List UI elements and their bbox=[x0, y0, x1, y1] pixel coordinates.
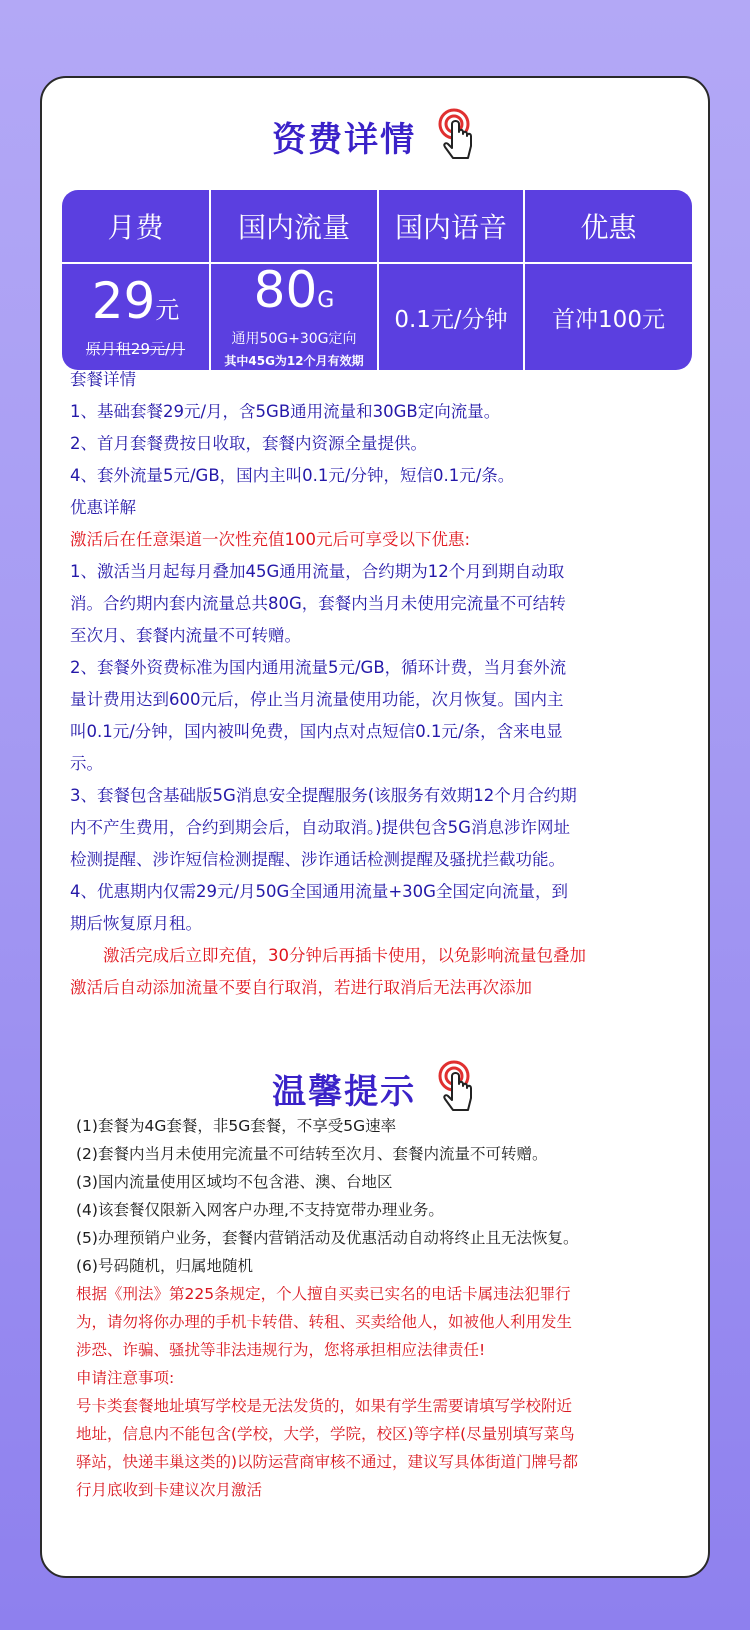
tip-line: (6)号码随机，归属地随机 bbox=[76, 1257, 253, 1275]
pricing-table-values bbox=[62, 261, 692, 370]
section-title-details bbox=[42, 108, 708, 164]
data-validity-note: 其中45G为12个月有效期 bbox=[224, 354, 364, 368]
detail-line: 期后恢复原月租。 bbox=[70, 914, 202, 933]
pricing-table bbox=[62, 190, 692, 370]
tip-line: 根据《刑法》第225条规定，个人擅自买卖已实名的电话卡属违法犯罪行 bbox=[76, 1285, 571, 1303]
tip-line: 地址，信息内不能包含(学校，大学，学院，校区)等字样(尽量别填写菜鸟 bbox=[76, 1425, 575, 1443]
pricing-table-header bbox=[62, 190, 692, 262]
tip-line: 申请注意事项: bbox=[76, 1369, 175, 1387]
detail-line: 套餐详情 bbox=[70, 370, 136, 389]
tips-text bbox=[76, 1112, 682, 1504]
detail-line: 2、套餐外资费标准为国内通用流量5元/GB，循环计费，当月套外流 bbox=[70, 658, 567, 677]
detail-line: 示。 bbox=[70, 754, 103, 773]
hand-tap-icon bbox=[438, 1060, 478, 1116]
section-title-tips bbox=[42, 1060, 708, 1116]
cell-discount: 首冲100元 bbox=[523, 264, 692, 370]
header-domestic-data: 国内流量 bbox=[209, 190, 377, 262]
detail-line: 激活后在任意渠道一次性充值100元后可享受以下优惠: bbox=[70, 530, 471, 549]
data-value-wrap bbox=[253, 261, 335, 326]
detail-line: 1、基础套餐29元/月，含5GB通用流量和30GB定向流量。 bbox=[70, 402, 501, 421]
data-unit: G bbox=[317, 288, 335, 313]
price-value-wrap bbox=[91, 272, 180, 336]
detail-line: 内不产生费用，合约到期会后，自动取消。)提供包含5G消息涉诈网址 bbox=[70, 818, 570, 837]
section-title-text: 温馨提示 bbox=[272, 1071, 417, 1112]
detail-line: 叫0.1元/分钟，国内被叫免费，国内点对点短信0.1元/条，含来电显 bbox=[70, 722, 563, 741]
tip-line: (5)办理预销户业务，套餐内营销活动及优惠活动自动将终止且无法恢复。 bbox=[76, 1229, 579, 1247]
tip-line: (4)该套餐仅限新入网客户办理,不支持宽带办理业务。 bbox=[76, 1201, 444, 1219]
tip-line: 驿站，快递丰巢这类的)以防运营商审核不通过，建议写具体街道门牌号都 bbox=[76, 1453, 579, 1471]
detail-line: 2、首月套餐费按日收取，套餐内资源全量提供。 bbox=[70, 434, 427, 453]
tip-line: (2)套餐内当月未使用完流量不可结转至次月、套餐内流量不可转赠。 bbox=[76, 1145, 548, 1163]
header-domestic-voice: 国内语音 bbox=[377, 190, 523, 262]
original-price: 原月租29元/月 bbox=[85, 340, 186, 358]
tip-line: 行月底收到卡建议次月激活 bbox=[76, 1481, 263, 1499]
cell-monthly-fee bbox=[62, 264, 209, 370]
detail-line: 1、激活当月起每月叠加45G通用流量，合约期为12个月到期自动取 bbox=[70, 562, 565, 581]
tip-line: (3)国内流量使用区域均不包含港、澳、台地区 bbox=[76, 1173, 393, 1191]
detail-line: 消。合约期内套内流量总共80G，套餐内当月未使用完流量不可结转 bbox=[70, 594, 566, 613]
plan-card bbox=[40, 76, 710, 1578]
detail-line: 4、套外流量5元/GB，国内主叫0.1元/分钟，短信0.1元/条。 bbox=[70, 466, 515, 485]
detail-line: 激活完成后立即充值，30分钟后再插卡使用，以免影响流量包叠加 bbox=[103, 946, 586, 965]
cell-domestic-data bbox=[209, 261, 377, 370]
cell-domestic-voice: 0.1元/分钟 bbox=[377, 264, 523, 370]
header-monthly-fee: 月费 bbox=[107, 211, 164, 244]
data-breakdown: 通用50G+30G定向 bbox=[231, 331, 357, 347]
tip-line: 号卡类套餐地址填写学校是无法发货的，如果有学生需要请填写学校附近 bbox=[76, 1397, 573, 1415]
data-value: 80 bbox=[253, 261, 318, 319]
header-discount: 优惠 bbox=[523, 190, 692, 262]
section-title-text: 资费详情 bbox=[272, 119, 417, 160]
detail-line: 激活后自动添加流量不要自行取消，若进行取消后无法再次添加 bbox=[70, 978, 532, 997]
plan-details-text bbox=[70, 364, 682, 1004]
hand-tap-icon bbox=[438, 108, 478, 164]
price-value: 29 bbox=[91, 272, 156, 330]
detail-line: 3、套餐包含基础版5G消息安全提醒服务(该服务有效期12个月合约期 bbox=[70, 786, 577, 805]
detail-line: 检测提醒、涉诈短信检测提醒、涉诈通话检测提醒及骚扰拦截功能。 bbox=[70, 850, 565, 869]
tip-line: (1)套餐为4G套餐，非5G套餐，不享受5G速率 bbox=[76, 1117, 397, 1135]
detail-line: 量计费用达到600元后，停止当月流量使用功能，次月恢复。国内主 bbox=[70, 690, 564, 709]
detail-line: 优惠详解 bbox=[70, 498, 136, 517]
detail-line: 4、优惠期内仅需29元/月50G全国通用流量+30G全国定向流量，到 bbox=[70, 882, 568, 901]
tip-line: 为，请勿将你办理的手机卡转借、转租、买卖给他人，如被他人利用发生 bbox=[76, 1313, 573, 1331]
detail-line: 至次月、套餐内流量不可转赠。 bbox=[70, 626, 301, 645]
price-unit: 元 bbox=[155, 296, 180, 324]
tip-line: 涉恐、诈骗、骚扰等非法违规行为，您将承担相应法律责任! bbox=[76, 1341, 486, 1359]
